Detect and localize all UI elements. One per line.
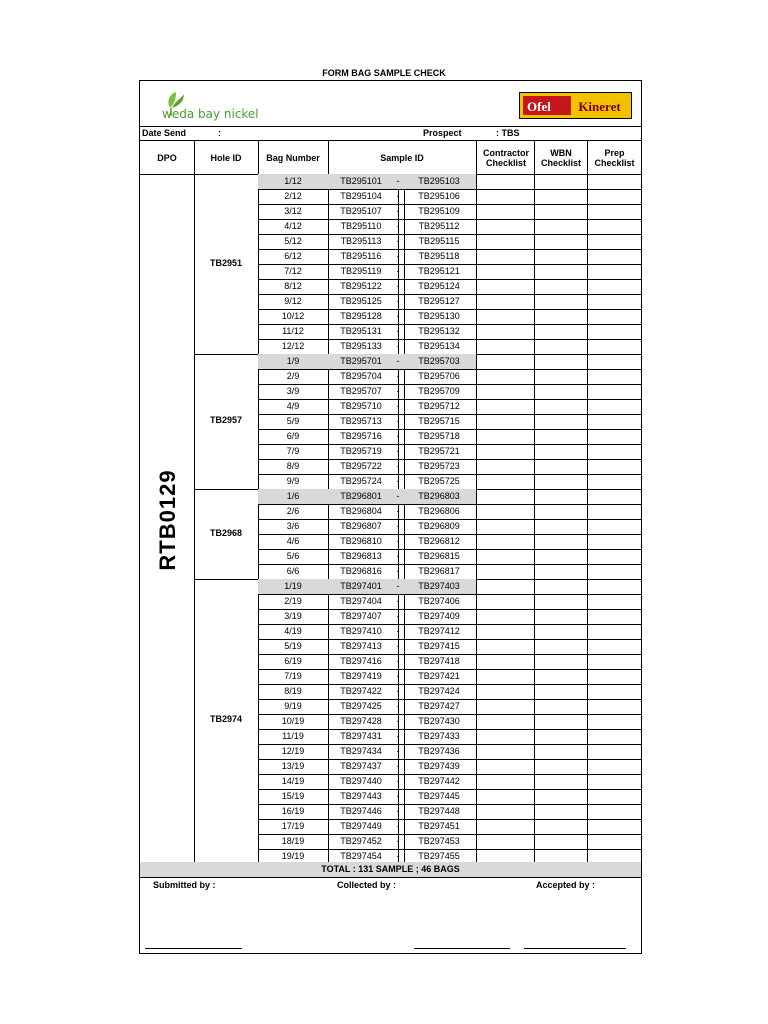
sample-id-from-cell: TB295722 (340, 461, 382, 471)
table-row (258, 564, 476, 579)
range-separator: - (396, 686, 400, 696)
range-separator: - (396, 521, 400, 531)
range-separator: - (396, 836, 400, 846)
sample-id-to-cell: TB297445 (418, 791, 460, 801)
bag-number-cell: 3/19 (284, 611, 302, 621)
sample-id-to-cell: TB295721 (418, 446, 460, 456)
submitted-signature-line[interactable] (145, 948, 242, 949)
sample-id-from-cell: TB295131 (340, 326, 382, 336)
sample-id-from-cell: TB295133 (340, 341, 382, 351)
table-row (258, 519, 476, 534)
sample-id-from-cell: TB297446 (340, 806, 382, 816)
bag-number-cell: 7/19 (284, 671, 302, 681)
bag-number-cell: 13/19 (281, 761, 305, 771)
bag-number-cell: 6/19 (284, 656, 302, 666)
sample-id-to-cell: TB297436 (418, 746, 460, 756)
hole-id-tb2957: TB2957 (209, 415, 243, 425)
sample-id-from-cell: TB295719 (340, 446, 382, 456)
table-row (258, 339, 476, 354)
sample-id-from-cell: TB296810 (340, 536, 382, 546)
sample-id-from-cell: TB295724 (340, 476, 382, 486)
bag-number-cell: 16/19 (281, 806, 305, 816)
sample-id-from-cell: TB297454 (340, 851, 382, 861)
ofel-kineret-logo (519, 92, 632, 119)
sample-id-to-cell: TB295103 (418, 176, 460, 186)
sample-id-to-cell: TB295718 (418, 431, 460, 441)
range-separator: - (396, 746, 400, 756)
bag-number-cell: 17/19 (281, 821, 305, 831)
bag-number-cell: 7/12 (284, 266, 302, 276)
sample-id-to-cell: TB297415 (418, 641, 460, 651)
hole-id-tb2968: TB2968 (209, 528, 243, 538)
sample-id-to-cell: TB295132 (418, 326, 460, 336)
range-separator: - (396, 641, 400, 651)
range-separator: - (396, 536, 400, 546)
sample-id-from-cell: TB295710 (340, 401, 382, 411)
sample-id-from-cell: TB295713 (340, 416, 382, 426)
table-row (258, 354, 476, 369)
table-row (258, 429, 476, 444)
range-separator: - (396, 776, 400, 786)
table-row (258, 294, 476, 309)
sample-id-from-cell: TB295104 (340, 191, 382, 201)
sample-id-from-cell: TB295107 (340, 206, 382, 216)
sample-id-from-cell: TB295101 (340, 176, 382, 186)
table-row (258, 489, 476, 504)
range-separator: - (396, 386, 400, 396)
table-row (258, 309, 476, 324)
bag-number-cell: 1/9 (286, 356, 300, 366)
bag-number-cell: 15/19 (281, 791, 305, 801)
range-separator: - (396, 221, 400, 231)
sample-id-from-cell: TB295122 (340, 281, 382, 291)
sample-id-to-cell: TB297406 (418, 596, 460, 606)
sample-id-from-cell: TB295125 (340, 296, 382, 306)
header-hole-id: Hole ID (210, 152, 242, 163)
sample-id-to-cell: TB296812 (418, 536, 460, 546)
sample-id-from-cell: TB297452 (340, 836, 382, 846)
range-separator: - (396, 281, 400, 291)
sample-id-from-cell: TB295704 (340, 371, 382, 381)
logo-wordmark: weda bay nickel (162, 107, 259, 121)
total-summary: TOTAL : 131 SAMPLE ; 46 BAGS (140, 862, 641, 877)
bag-number-cell: 10/12 (281, 311, 305, 321)
table-row (258, 384, 476, 399)
bag-number-cell: 1/12 (284, 176, 302, 186)
sample-id-to-cell: TB296803 (418, 491, 460, 501)
table-row (258, 639, 476, 654)
sample-id-from-cell: TB295110 (340, 221, 382, 231)
sample-id-to-cell: TB295106 (418, 191, 460, 201)
sample-id-to-cell: TB297433 (418, 731, 460, 741)
range-separator: - (396, 716, 400, 726)
sample-id-from-cell: TB295707 (340, 386, 382, 396)
sample-id-to-cell: TB295130 (418, 311, 460, 321)
range-separator: - (396, 236, 400, 246)
sample-id-to-cell: TB297421 (418, 671, 460, 681)
range-separator: - (396, 176, 400, 186)
sample-id-from-cell: TB297425 (340, 701, 382, 711)
sample-id-from-cell: TB296813 (340, 551, 382, 561)
range-separator: - (396, 296, 400, 306)
header-dpo: DPO (157, 152, 177, 163)
bag-number-cell: 5/12 (284, 236, 302, 246)
prospect-value: : TBS (496, 128, 520, 138)
range-separator: - (396, 311, 400, 321)
sample-id-to-cell: TB295706 (418, 371, 460, 381)
table-row (258, 504, 476, 519)
bag-number-cell: 4/6 (286, 536, 300, 546)
date-send-colon: : (218, 128, 221, 138)
bag-number-cell: 11/19 (282, 731, 304, 741)
table-row (258, 534, 476, 549)
bag-number-cell: 3/9 (286, 386, 300, 396)
bag-number-cell: 2/12 (284, 191, 302, 201)
table-row (258, 654, 476, 669)
bag-number-cell: 9/12 (284, 296, 302, 306)
range-separator: - (396, 446, 400, 456)
range-separator: - (396, 791, 400, 801)
collected-by-label: Collected by : (337, 880, 397, 890)
sample-id-from-cell: TB295701 (340, 356, 382, 366)
range-separator: - (396, 491, 400, 501)
table-row (258, 804, 476, 819)
form-title: FORM BAG SAMPLE CHECK (322, 68, 446, 78)
sample-id-to-cell: TB297430 (418, 716, 460, 726)
range-separator: - (396, 416, 400, 426)
range-separator: - (396, 656, 400, 666)
table-row (258, 474, 476, 489)
range-separator: - (396, 821, 400, 831)
sample-id-to-cell: TB295127 (418, 296, 460, 306)
sample-id-to-cell: TB297453 (418, 836, 460, 846)
sample-id-from-cell: TB297416 (340, 656, 382, 666)
bag-number-cell: 7/9 (286, 446, 300, 456)
table-row (258, 669, 476, 684)
sample-id-to-cell: TB295112 (418, 221, 460, 231)
range-separator: - (396, 671, 400, 681)
range-separator: - (396, 626, 400, 636)
sample-id-to-cell: TB295124 (418, 281, 460, 291)
sample-id-from-cell: TB297428 (340, 716, 382, 726)
table-row (258, 699, 476, 714)
sample-id-from-cell: TB296816 (340, 566, 382, 576)
range-separator: - (396, 611, 400, 621)
table-row (258, 219, 476, 234)
table-row (258, 444, 476, 459)
sample-id-from-cell: TB297404 (340, 596, 382, 606)
bag-number-cell: 5/9 (286, 416, 300, 426)
header-bag-number: Bag Number (266, 152, 320, 163)
logo-word-ofel: Ofel (527, 99, 551, 114)
sample-id-from-cell: TB295116 (340, 251, 382, 261)
bag-number-cell: 9/19 (284, 701, 302, 711)
sample-id-to-cell: TB297424 (418, 686, 460, 696)
range-separator: - (396, 551, 400, 561)
sample-id-to-cell: TB295109 (418, 206, 460, 216)
bag-number-cell: 5/6 (286, 551, 300, 561)
sample-id-from-cell: TB297401 (340, 581, 382, 591)
bag-number-cell: 8/12 (284, 281, 302, 291)
range-separator: - (396, 431, 400, 441)
range-separator: - (396, 851, 400, 861)
bag-number-cell: 9/9 (286, 476, 300, 486)
sample-id-to-cell: TB297427 (418, 701, 460, 711)
range-separator: - (396, 341, 400, 351)
table-row (258, 834, 476, 849)
range-separator: - (396, 566, 400, 576)
table-row (258, 204, 476, 219)
sample-id-from-cell: TB297413 (340, 641, 382, 651)
bag-number-cell: 2/19 (284, 596, 302, 606)
table-row (258, 759, 476, 774)
sample-id-to-cell: TB295703 (418, 356, 460, 366)
accepted-by-label: Accepted by : (536, 880, 596, 890)
bag-number-cell: 1/19 (284, 581, 302, 591)
table-row (258, 594, 476, 609)
range-separator: - (396, 371, 400, 381)
bag-number-cell: 18/19 (281, 836, 305, 846)
range-separator: - (396, 401, 400, 411)
range-separator: - (396, 701, 400, 711)
range-separator: - (396, 326, 400, 336)
range-separator: - (396, 461, 400, 471)
bag-number-cell: 3/6 (286, 521, 300, 531)
table-row (258, 189, 476, 204)
hole-id-tb2951: TB2951 (209, 258, 243, 268)
sample-id-from-cell: TB295128 (340, 311, 382, 321)
sample-id-to-cell: TB295118 (418, 251, 460, 261)
sample-id-from-cell: TB297407 (340, 611, 382, 621)
table-row (258, 819, 476, 834)
sample-id-to-cell: TB297412 (418, 626, 460, 636)
range-separator: - (396, 266, 400, 276)
sample-id-from-cell: TB295113 (340, 236, 382, 246)
sample-id-to-cell: TB297448 (418, 806, 460, 816)
date-send-label: Date Send (142, 128, 187, 138)
sample-id-from-cell: TB297440 (340, 776, 382, 786)
prospect-label: Prospect (423, 128, 462, 138)
header-wbn-checklist: WBN Checklist (540, 147, 582, 168)
range-separator: - (396, 596, 400, 606)
table-row (258, 234, 476, 249)
sample-id-to-cell: TB297409 (418, 611, 460, 621)
sample-id-to-cell: TB295723 (418, 461, 460, 471)
table-row (258, 279, 476, 294)
weda-bay-nickel-logo (162, 86, 272, 124)
table-row (258, 369, 476, 384)
logo-word-kineret: Kineret (571, 96, 628, 115)
range-separator: - (396, 506, 400, 516)
bag-number-cell: 6/9 (286, 431, 300, 441)
bag-number-cell: 8/9 (286, 461, 300, 471)
bag-number-cell: 5/19 (284, 641, 302, 651)
bag-number-cell: 3/12 (284, 206, 302, 216)
sample-id-from-cell: TB296807 (340, 521, 382, 531)
table-row (258, 579, 476, 594)
table-row (258, 729, 476, 744)
bag-number-cell: 4/19 (284, 626, 302, 636)
sample-id-to-cell: TB296806 (418, 506, 460, 516)
table-row (258, 249, 476, 264)
table-row (258, 609, 476, 624)
range-separator: - (396, 731, 400, 741)
bag-number-cell: 11/12 (282, 326, 304, 336)
sample-id-to-cell: TB295134 (418, 341, 460, 351)
accepted-signature-line[interactable] (524, 948, 626, 949)
leaf-icon (162, 86, 272, 124)
sample-id-from-cell: TB297443 (340, 791, 382, 801)
sample-id-to-cell: TB295709 (418, 386, 460, 396)
table-row (258, 414, 476, 429)
bag-number-cell: 10/19 (281, 716, 305, 726)
sample-id-from-cell: TB297431 (340, 731, 382, 741)
range-separator: - (396, 761, 400, 771)
bag-number-cell: 8/19 (284, 686, 302, 696)
sample-id-from-cell: TB295716 (340, 431, 382, 441)
sample-id-to-cell: TB297455 (418, 851, 460, 861)
bag-number-cell: 4/12 (284, 221, 302, 231)
sample-id-from-cell: TB297422 (340, 686, 382, 696)
bag-number-cell: 19/19 (281, 851, 305, 861)
sample-id-to-cell: TB296815 (418, 551, 460, 561)
range-separator: - (396, 581, 400, 591)
table-row (258, 459, 476, 474)
sample-id-to-cell: TB297418 (418, 656, 460, 666)
table-row (258, 774, 476, 789)
sample-id-from-cell: TB297419 (340, 671, 382, 681)
bag-number-cell: 6/6 (286, 566, 300, 576)
range-separator: - (396, 476, 400, 486)
sample-id-from-cell: TB297437 (340, 761, 382, 771)
bag-number-cell: 1/6 (286, 491, 300, 501)
table-row (258, 744, 476, 759)
sample-id-to-cell: TB295715 (418, 416, 460, 426)
range-separator: - (396, 206, 400, 216)
table-row (258, 684, 476, 699)
collected-signature-line[interactable] (414, 948, 510, 949)
sample-id-from-cell: TB295119 (340, 266, 382, 276)
header-contractor-checklist: Contractor Checklist (482, 147, 529, 168)
range-separator: - (396, 191, 400, 201)
sample-id-from-cell: TB297410 (340, 626, 382, 636)
table-row (258, 714, 476, 729)
bag-number-cell: 2/9 (286, 371, 300, 381)
bag-number-cell: 14/19 (281, 776, 305, 786)
bag-number-cell: 4/9 (286, 401, 300, 411)
sample-id-from-cell: TB296801 (340, 491, 382, 501)
table-row (258, 324, 476, 339)
sample-id-to-cell: TB295115 (418, 236, 460, 246)
bag-number-cell: 12/12 (281, 341, 305, 351)
sample-id-from-cell: TB297449 (340, 821, 382, 831)
hole-id-tb2974: TB2974 (209, 714, 243, 724)
range-separator: - (396, 806, 400, 816)
header-sample-id: Sample ID (380, 152, 424, 163)
sample-id-to-cell: TB297451 (418, 821, 460, 831)
table-row (258, 174, 476, 189)
submitted-by-label: Submitted by : (153, 880, 216, 890)
bag-number-cell: 6/12 (284, 251, 302, 261)
sample-id-from-cell: TB297434 (340, 746, 382, 756)
table-row (258, 624, 476, 639)
header-prep-checklist: Prep Checklist (594, 147, 635, 168)
sample-id-to-cell: TB297403 (418, 581, 460, 591)
sample-id-to-cell: TB296809 (418, 521, 460, 531)
table-row (258, 789, 476, 804)
range-separator: - (396, 356, 400, 366)
bag-number-cell: 12/19 (281, 746, 305, 756)
table-row (258, 549, 476, 564)
sample-id-to-cell: TB296817 (418, 566, 460, 576)
table-row (258, 264, 476, 279)
range-separator: - (396, 251, 400, 261)
bag-number-cell: 2/6 (286, 506, 300, 516)
sample-id-to-cell: TB295121 (418, 266, 460, 276)
table-row (258, 399, 476, 414)
sample-id-to-cell: TB297442 (418, 776, 460, 786)
sample-id-to-cell: TB295712 (418, 401, 460, 411)
sample-id-from-cell: TB296804 (340, 506, 382, 516)
sample-id-to-cell: TB297439 (418, 761, 460, 771)
sample-id-to-cell: TB295725 (418, 476, 460, 486)
